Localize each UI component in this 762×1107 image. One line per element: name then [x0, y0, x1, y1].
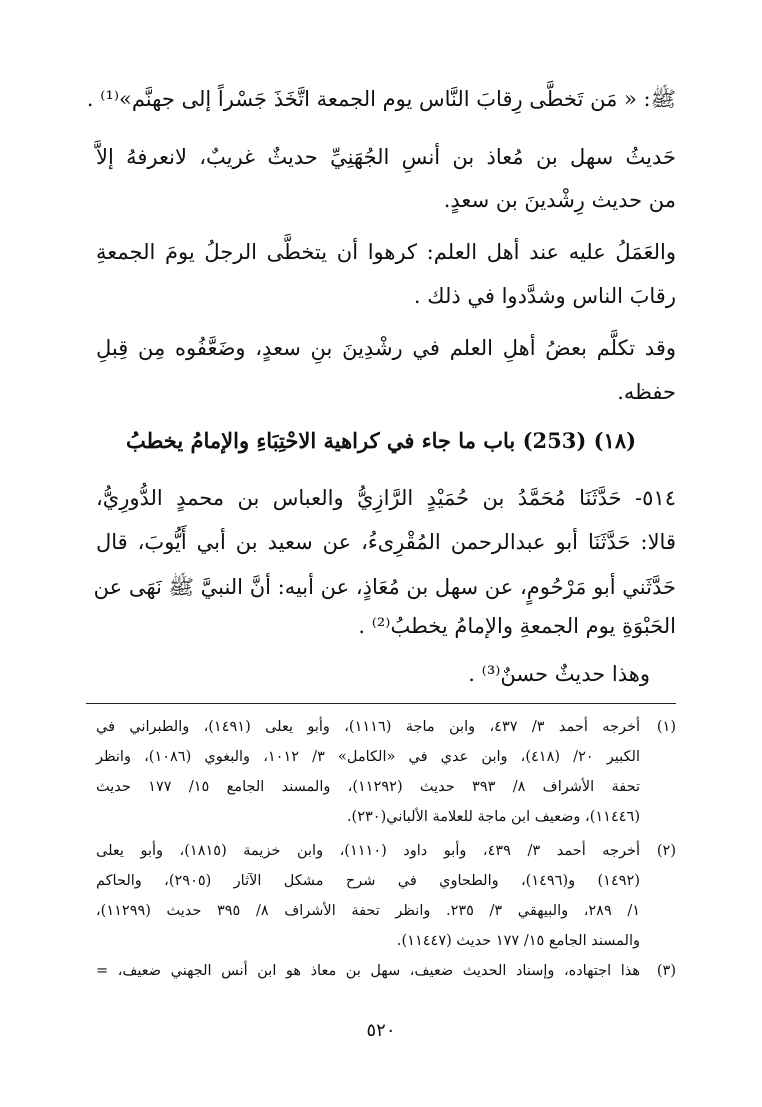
hadith-line-4: الحَبْوَةِ يوم الجمعةِ والإمامُ يخطبُ⁽²⁾ .: [358, 614, 676, 638]
footnote-1-line-2: الكبير ٢٠/ (٤١٨)، وابن عدي في «الكامل» ٣/ ١٠١٢، والبغوي (١٠٨٦)، وانظر: [96, 749, 640, 765]
hadith-line-2: قالا: حَدَّثَنَا أبو عبدالرحمن المُقْرِىءُ، عن سعيد بن أبي أَيُّوبَ، قال: [96, 530, 676, 554]
footnote-2-number: (٢): [656, 843, 676, 859]
footnote-1-line-3: تحفة الأشراف ٨/ ٣٩٣ حديث (١١٢٩٢)، والمسند الجامع ١٥/ ١٧٧ حديث: [96, 779, 640, 795]
body-line-6: وقد تكلَّم بعضُ أهلِ العلم في رشْدِينَ بنِ سعدٍ، وضَعَّفُوه مِن قِبلِ: [96, 336, 676, 360]
page-number: ٥٢٠: [366, 1020, 396, 1041]
footnote-3-line-1: هذا اجتهاده، وإسناد الحديث ضعيف، سهل بن معاذ هو ابن أنس الجهني ضعيف، =: [96, 963, 640, 979]
hadith-grading: وهذا حديثٌ حسنٌ⁽³⁾ .: [468, 662, 650, 686]
footnote-1-line-4: (١١٤٤٦)، وضعيف ابن ماجة للعلامة الألباني(٢٣٠).: [346, 809, 640, 825]
chapter-title: (١٨) (253) باب ما جاء في كراهية الاحْتِبَاءِ والإمامُ يخطبُ: [125, 428, 637, 453]
footnote-3-number: (٣): [656, 963, 676, 979]
body-line-7: حفظه.: [617, 380, 676, 404]
body-line-5: رقابَ الناس وشدَّدوا في ذلك .: [413, 284, 676, 308]
footnote-2-line-2: (١٤٩٢) و(١٤٩٦)، والطحاوي في شرح مشكل الآثار (٢٩٠٥)، والحاكم: [96, 873, 640, 889]
footnote-1-number: (١): [656, 719, 676, 735]
footnote-separator: [86, 703, 676, 704]
footnote-2-line-3: ١/ ٢٨٩، والبيهقي ٣/ ٢٣٥. وانظر تحفة الأشراف ٨/ ٣٩٥ حديث (١١٢٩٩)،: [96, 903, 641, 919]
body-line-3: من حديث رِشْدينَ بن سعدٍ.: [443, 188, 676, 212]
footnote-2-line-1: أخرجه أحمد ٣/ ٤٣٩، وأبو داود (١١١٠)، وابن خزيمة (١٨١٥)، وأبو يعلى: [96, 843, 641, 859]
hadith-line-3: حَدَّثَني أبو مَرْحُومٍ، عن سهل بن مُعَاذٍ، عن أبيه: أنَّ النبيَّ ﷺ نَهَى عن: [93, 575, 676, 599]
hadith-line-1: ٥١٤- حَدَّثَنَا مُحَمَّدُ بن حُمَيْدٍ الرَّازِيُّ والعباس بن محمدٍ الدُّورِيُّ،: [96, 486, 676, 510]
footnote-2-line-4: والمسند الجامع ١٥/ ١٧٧ حديث (١١٤٤٧).: [396, 933, 640, 949]
body-line-2: حَديثُ سهل بن مُعاذ بن أنسِ الجُهَنِيِّ حديثٌ غريبٌ، لانعرفهُ إلاَّ: [96, 145, 676, 169]
body-line-4: والعَمَلُ عليه عند أهل العلم: كرهوا أن يتخطَّى الرجلُ يومَ الجمعةِ: [96, 240, 676, 264]
footnote-1-line-1: أخرجه أحمد ٣/ ٤٣٧، وابن ماجة (١١١٦)، وأبو يعلى (١٤٩١)، والطبراني في: [96, 719, 640, 735]
body-line-1: ﷺ: « مَن تَخطَّى رِقابَ النَّاس يوم الجمعة اتَّخَذَ جَسْراً إلى جهنَّم»⁽¹⁾ .: [86, 87, 676, 111]
